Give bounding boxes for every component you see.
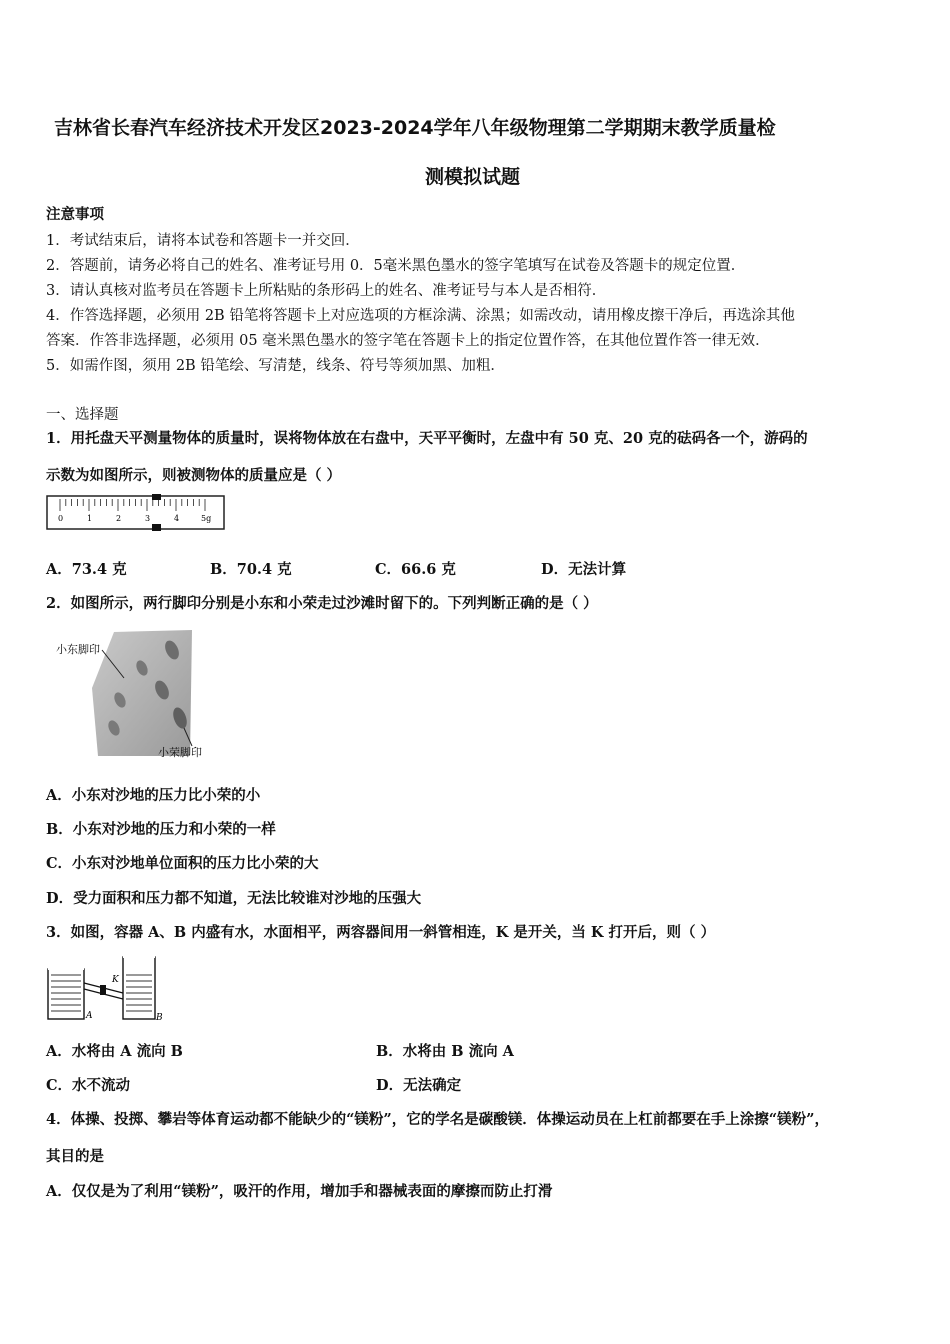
q4-option-a: A．仅仅是为了利用“镁粉”，吸汗的作用，增加手和器械表面的摩擦而防止打滑 <box>46 1183 553 1200</box>
q3-option-d: D．无法确定 <box>376 1077 462 1094</box>
q2-option-d: D．受力面积和压力都不知道，无法比较谁对沙地的压强大 <box>46 890 422 907</box>
scale-ticks <box>60 499 205 511</box>
rider-bottom <box>152 524 161 531</box>
section-heading: 一、选择题 <box>46 407 119 423</box>
q3-option-b: B．水将由 B 流向 A <box>376 1043 514 1060</box>
tick-label: 0 <box>58 514 64 523</box>
notice-item: 4．作答选择题，必须用 2B 铅笔将答题卡上对应选项的方框涂满、涂黑；如需改动，请用橡皮擦干净后，再选涂其他 <box>46 308 795 324</box>
q1-option-d: D．无法计算 <box>541 561 627 578</box>
label-a: A <box>86 1011 93 1021</box>
q1-option-c: C．66.6 克 <box>375 561 456 578</box>
question-1-line1: 1．用托盘天平测量物体的质量时，误将物体放在右盘中，天平平衡时，左盘中有 50 克、20 克的砝码各一个，游码的 <box>46 430 808 447</box>
notice-item: 5．如需作图，须用 2B 铅笔绘、写清楚，线条、符号等须加黑、加粗． <box>46 358 505 374</box>
question-1-line2: 示数为如图所示，则被测物体的质量应是（ ） <box>46 467 342 484</box>
rider-scale-figure <box>46 494 226 532</box>
tick-label: 3 <box>145 514 151 523</box>
page-title: 吉林省长春汽车经济技术开发区2023-2024学年八年级物理第二学期期末教学质量检 <box>54 117 776 139</box>
label-b: B <box>156 1013 163 1023</box>
q3-option-c: C．水不流动 <box>46 1077 131 1094</box>
notice-heading: 注意事项 <box>46 206 104 223</box>
q1-option-b: B．70.4 克 <box>210 561 292 578</box>
q2-option-a: A．小东对沙地的压力比小荣的小 <box>46 787 261 804</box>
question-2-stem: 2．如图所示，两行脚印分别是小东和小荣走过沙滩时留下的。下列判断正确的是（ ） <box>46 595 598 612</box>
q2-option-b: B．小东对沙地的压力和小荣的一样 <box>46 821 276 838</box>
question-4-line2: 其目的是 <box>46 1148 104 1165</box>
tick-label: 2 <box>116 514 122 523</box>
label-k: K <box>112 975 119 985</box>
q3-option-a: A．水将由 A 流向 B <box>46 1043 183 1060</box>
notice-item: 1．考试结束后，请将本试卷和答题卡一并交回． <box>46 233 360 249</box>
q2-option-c: C．小东对沙地单位面积的压力比小荣的大 <box>46 855 319 872</box>
notice-item: 3．请认真核对监考员在答题卡上所粘贴的条形码上的姓名、准考证号与本人是否相符． <box>46 283 607 299</box>
fig-label-xiaorong: 小荣脚印 <box>158 746 202 759</box>
tick-label: 5g <box>201 514 212 523</box>
valve-k <box>100 985 106 995</box>
question-4-line1: 4．体操、投掷、攀岩等体育运动都不能缺少的“镁粉”，它的学名是碳酸镁．体操运动员在上杠前都要在手上涂擦“镁粉”， <box>46 1111 829 1128</box>
fig-label-xiaodong: 小东脚印 <box>56 643 100 656</box>
question-3-stem: 3．如图，容器 A、B 内盛有水，水面相平，两容器间用一斜管相连，K 是开关，当 K 打开后，则（ ） <box>46 924 716 941</box>
q1-option-a: A．73.4 克 <box>46 561 127 578</box>
page-title-line2: 测模拟试题 <box>425 166 521 188</box>
container-a <box>48 969 84 1019</box>
tick-label: 1 <box>87 514 93 523</box>
rider-top <box>152 494 161 500</box>
container-b <box>123 957 155 1019</box>
tick-label: 4 <box>174 514 180 523</box>
connected-containers-figure <box>46 955 171 1025</box>
notice-item: 2．答题前，请务必将自己的姓名、准考证号用 0．5毫米黑色墨水的签字笔填写在试卷及答题卡的规定位置． <box>46 258 746 274</box>
notice-item: 答案．作答非选择题，必须用 05 毫米黑色墨水的签字笔在答题卡上的指定位置作答，在其他位置作答一律无效． <box>46 333 770 349</box>
